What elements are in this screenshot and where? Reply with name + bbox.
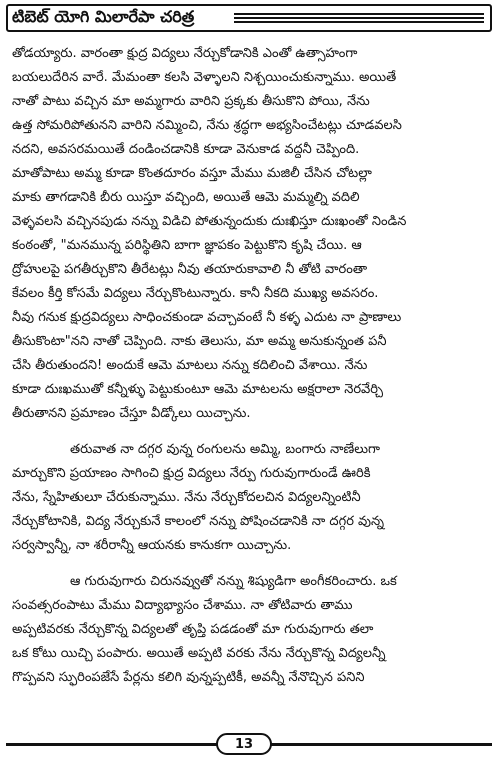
text-line: మాతోపాటు అమ్మ కూడా కొంతదూరం వస్తూ మేము మజిలీ చేసిన చోటల్లా: [12, 166, 372, 181]
page-number: 13: [216, 733, 272, 755]
text-line: ఒక కోటు యిచ్చి పంపారు. అయితే అప్పటి వరకు నేను నేర్చుకొన్న విద్యలన్నీ: [12, 646, 386, 661]
page-footer: [6, 733, 492, 755]
text-line: చేసి తీరుతుందని! అందుకే ఆమె మాటలు నన్ను కదిలించి వేశాయి. నేను: [12, 358, 368, 373]
text-line: నేను, స్నేహితులూ చేరుకున్నాము. నేను నేర్చుకోదలచిన విద్యలన్నింటినీ: [12, 490, 361, 505]
paragraph-gap: [12, 426, 490, 438]
text-line: తీరుతానని ప్రమాణం చేస్తూ వీడ్కోలు యిచ్చాను.: [12, 406, 251, 421]
text-line: ఆ గురువుగారు చిరునవ్వుతో నన్ను శిష్యుడిగా అంగీకరించారు. ఒక: [70, 574, 397, 589]
text-line: వెళ్ళవలసి వచ్చినపుడు నన్ను విడిచి పోతున్నందుకు దుఃఖిస్తూ దుఃఖంతో నిండిన: [12, 214, 407, 229]
text-line: కంఠంతో, "మనమున్న పరిస్థితిని బాగా జ్ఞాపకం పెట్టుకొని కృషి చేయి. ఆ: [12, 238, 362, 253]
text-line: మార్చుకొని ప్రయాణం సాగించి క్షుద్ర విద్యలు నేర్పు గురువుగారుండే ఊరికి: [12, 466, 371, 481]
text-line: తోడయ్యారు. వారంతా క్షుద్ర విద్యలు నేర్చుకోడానికి ఎంతో ఉత్సాహంగా: [12, 46, 358, 61]
paragraph: [12, 438, 490, 558]
text-line: తరువాత నా దగ్గర వున్న రంగులను అమ్మి, బంగారు నాణేలుగా: [70, 442, 380, 457]
text-line: గొప్పవని స్ఫురింపజేసే పేర్లను కలిగి వున్నప్పటికీ, అవన్నీ నేనొచ్చిన పనిని: [12, 670, 365, 685]
text-line: మాకు తాగడానికి బీరు యిస్తూ వచ్చింది, అయితే ఆమె మమ్మల్ని వదిలి: [12, 190, 360, 205]
header-decorative-rules: [234, 13, 484, 25]
paragraph: [12, 42, 490, 426]
text-line: కూడా దుఃఖముతో కన్నీళ్ళు పెట్టుకుంటూ ఆమె మాటలను అక్షరాలా నెరవేర్చి: [12, 382, 384, 397]
text-line: ఉత్త సోమరిపోతునని వారిని నమ్మించి, నేను శ్రద్ధగా అభ్యసించేటట్లు చూడవలసి: [12, 118, 402, 133]
running-header: [6, 4, 492, 32]
text-line: సర్వస్వాన్నీ, నా శరీరాన్నీ ఆయనకు కానుకగా యిచ్చాను.: [12, 538, 292, 553]
book-title: టిబెట్ యోగి మిలారేపా చరిత్ర: [12, 6, 195, 26]
footer-rule-left: [6, 743, 218, 746]
text-line: బయలుదేరిన వారే. మేమంతా కలసి వెళ్ళాలని నిశ్చయించుకున్నాము. అయితే: [12, 70, 397, 85]
text-line: నేర్చుకోటానికి, విద్య నేర్చుకునే కాలంలో నన్ను పోషించడానికి నా దగ్గర వున్న: [12, 514, 384, 529]
text-line: నీవు గనుక క్షుద్రవిద్యలు సాధించకుండా వచ్చావంటే నీ కళ్ళ ఎదుట నా ప్రాణాలు: [12, 310, 402, 325]
text-line: ద్రోహులపై పగతీర్చుకొని తీరేటట్లు నీవు తయారుకావాలి నీ తోటి వారంతా: [12, 262, 368, 277]
text-line: తీసుకొంటా"నని నాతో చెప్పింది. నాకు తెలుసు, మా అమ్మ అనుకున్నంత పనీ: [12, 334, 387, 349]
paragraph-gap: [12, 558, 490, 570]
text-line: అప్పటివరకు నేర్చుకొన్న విద్యలతో తృప్తి పడడంతో మా గురువుగారు తలా: [12, 622, 374, 637]
body-text: [12, 42, 490, 690]
footer-rule-right: [270, 743, 492, 746]
text-line: సంవత్సరంపాటు మేము విద్యాభ్యాసం చేశాము. నా తోటివారు తాము: [12, 598, 353, 613]
text-line: నదని, అవసరమయితే దండించడానికి కూడా వెనుకాడ వద్దనీ చెప్పింది.: [12, 142, 360, 157]
paragraph: [12, 570, 490, 690]
text-line: నాతో పాటు వచ్చిన మా అమ్మగారు వారిని ప్రక్కకు తీసుకొని పోయి, నేను: [12, 94, 370, 109]
text-line: కేవలం కీర్తి కోసమే విద్యలు నేర్చుకొంటున్నారు. కానీ నీకది ముఖ్య అవసరం.: [12, 286, 379, 301]
